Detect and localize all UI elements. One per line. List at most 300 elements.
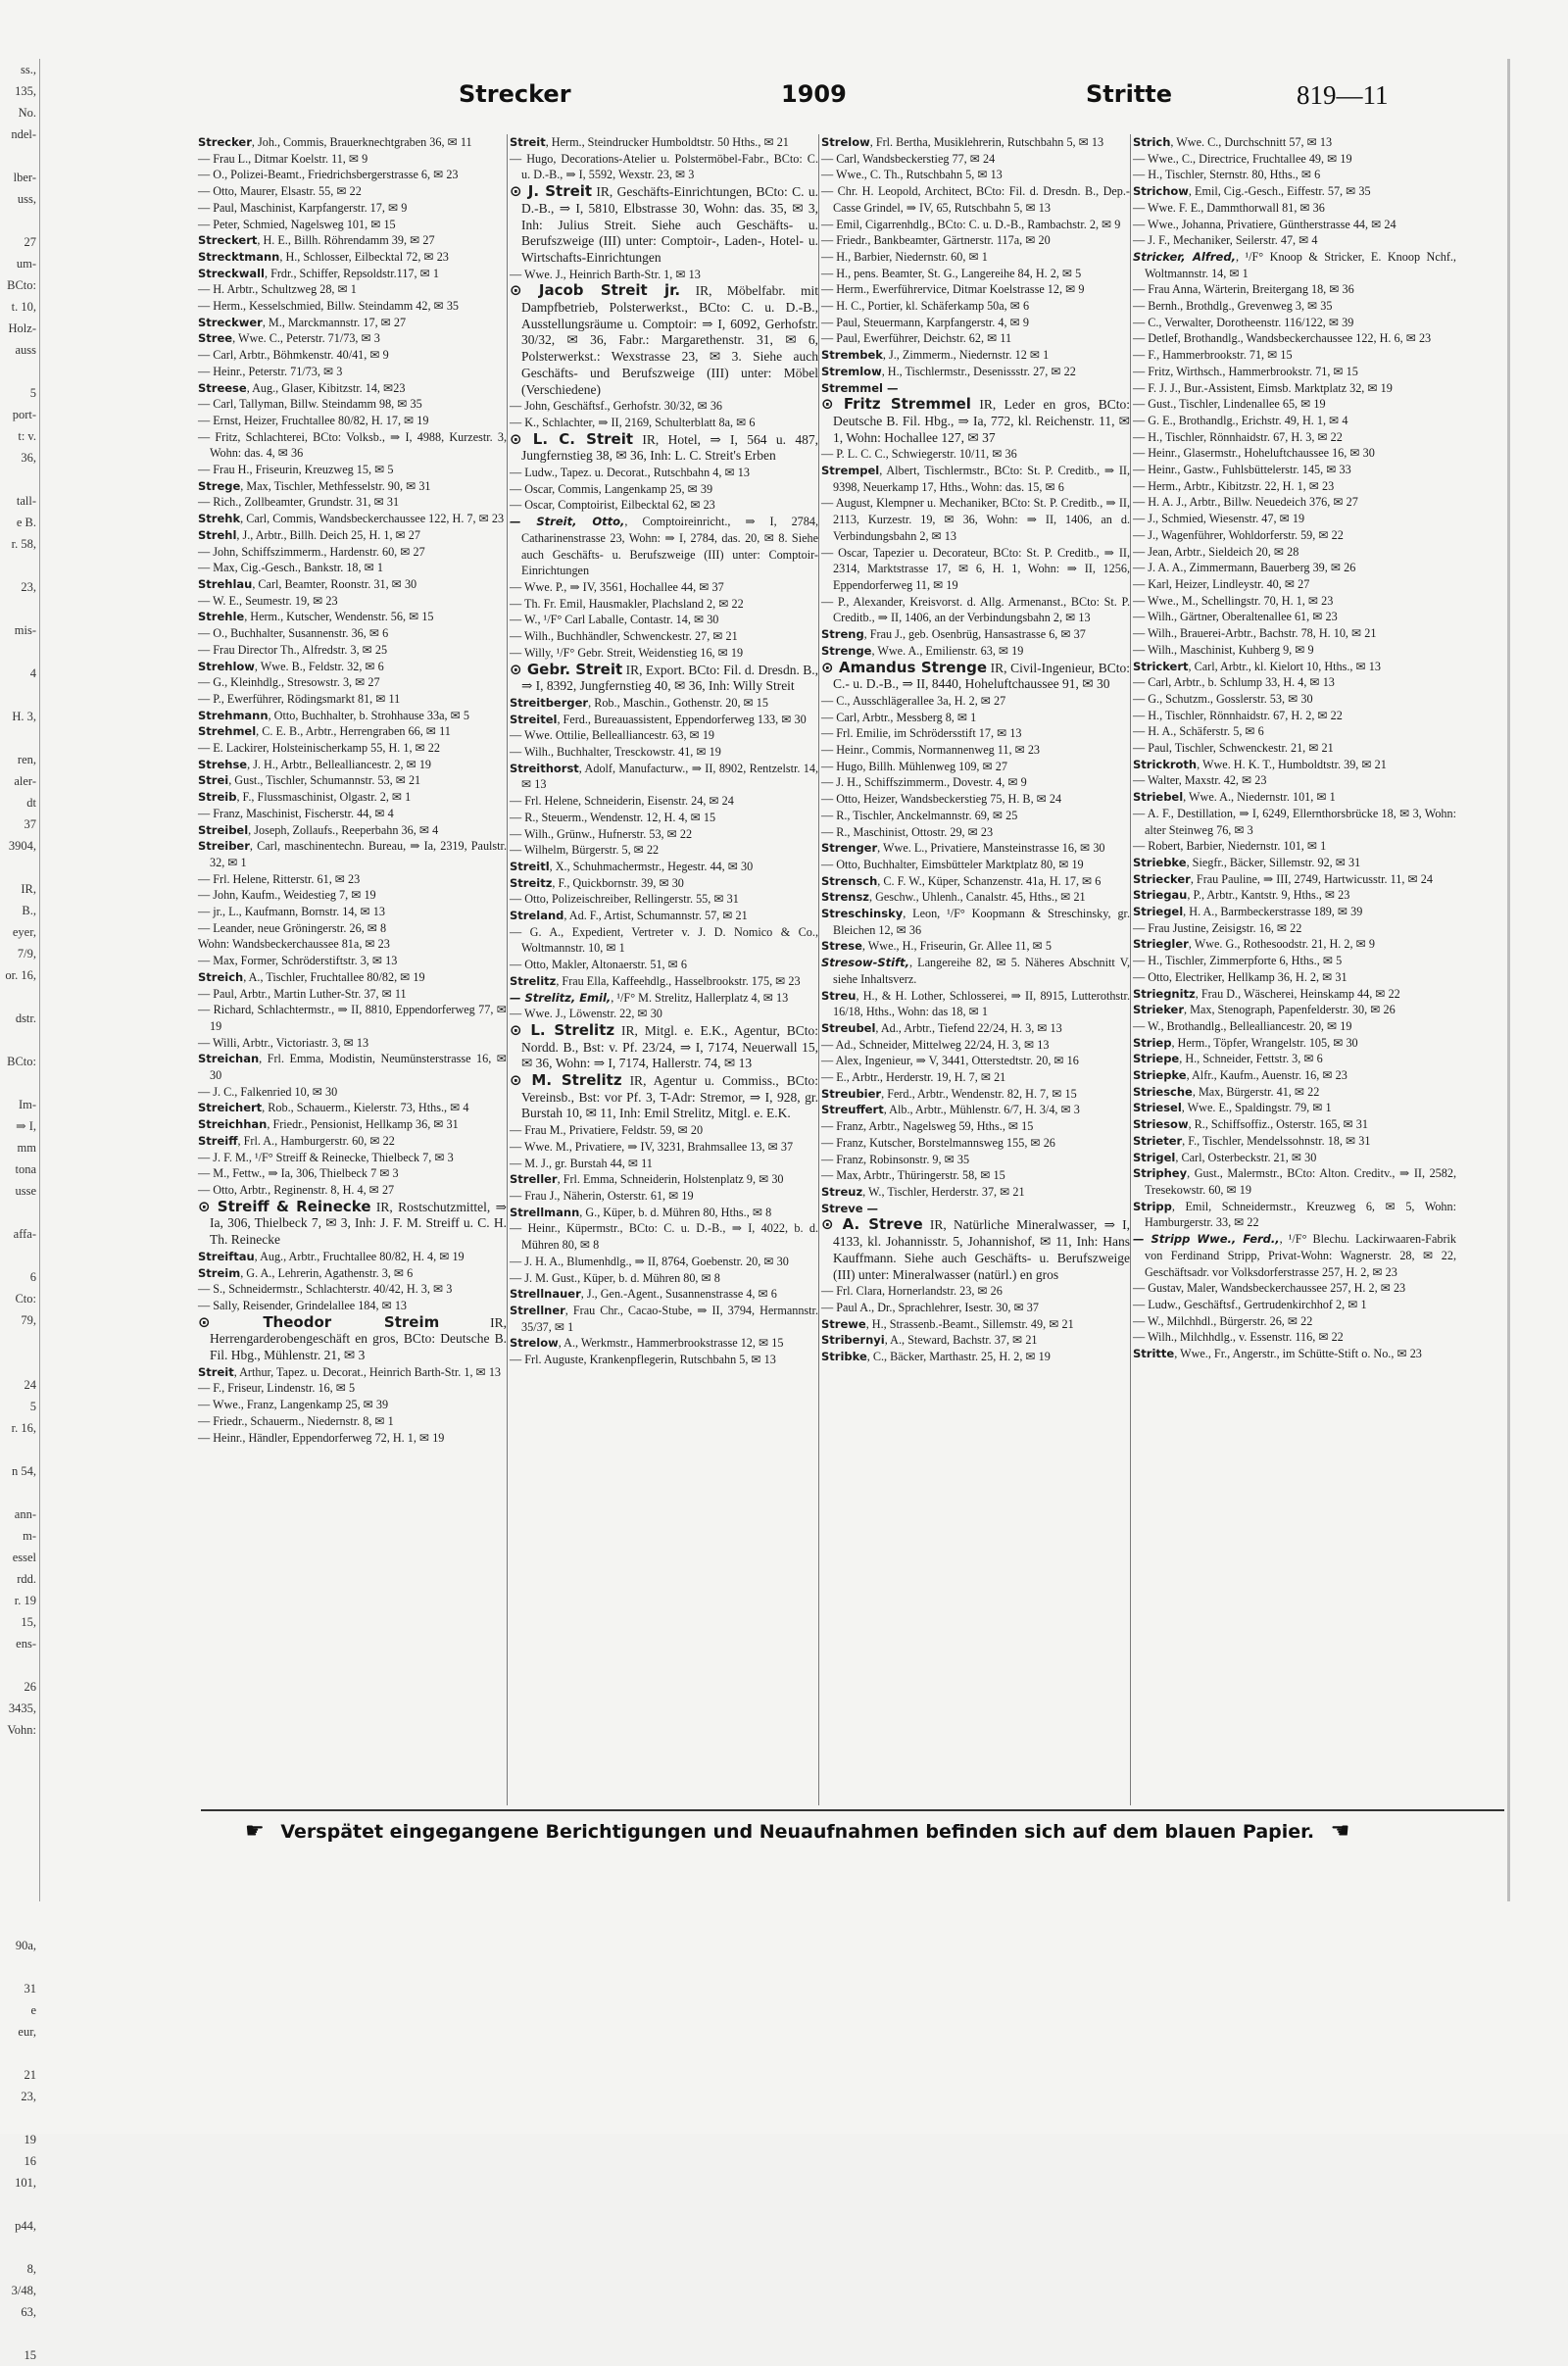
entry-details: — R., Tischler, Anckelmannstr. 69, ✉ 25	[821, 808, 1018, 822]
previous-page-fragment: dstr.	[15, 1011, 36, 1025]
entry-details: Frau Ella, Kaffeehdlg., Hasselbrookstr. 175, ✉ 23	[562, 973, 801, 988]
directory-entry	[198, 953, 507, 969]
directory-entry: Striepke, Alfr., Kaufm., Auenstr. 16, ✉ 23	[1133, 1068, 1348, 1083]
directory-entry	[198, 1281, 507, 1298]
entry-name: ⊙ A. Streve	[821, 1215, 923, 1234]
entry-details: Rob., Schauerm., Kielerstr. 73, Hths., ✉ 4	[268, 1101, 469, 1115]
entry-details: Aug., Arbtr., Fruchtallee 80/82, H. 4, ✉ 19	[260, 1249, 465, 1263]
directory-entry	[510, 628, 818, 645]
previous-page-fragment	[0, 1956, 39, 1978]
entry-details: G. A., Lehrerin, Agathenstr. 3, ✉ 6	[246, 1265, 414, 1280]
entry-details: — Alex, Ingenieur, ⇒ V, 3441, Otterstedtstr. 20, ✉ 16	[821, 1054, 1079, 1068]
entry-details: — R., Maschinist, Ottostr. 29, ✉ 23	[821, 824, 994, 839]
directory-entry	[1133, 151, 1456, 168]
entry-details: Geschw., Uhlenh., Canalstr. 45, Hths., ✉ 21	[875, 890, 1086, 905]
directory-entry	[821, 1167, 1130, 1184]
directory-entry: Strieker, Max, Stenograph, Papenfelderstr. 30, ✉ 26	[1133, 1003, 1396, 1017]
entry-name: Strickroth	[1133, 757, 1198, 771]
directory-entry	[198, 1298, 507, 1314]
entry-details: Wwe., Fr., Angerstr., im Schütte-Stift o. No., ✉ 23	[1180, 1347, 1422, 1361]
entry-name: Striesel	[1133, 1101, 1182, 1115]
entry-details: Wwe. H. K. T., Humboldtstr. 39, ✉ 21	[1202, 757, 1387, 771]
entry-details: — Carl, Arbtr., Messberg 8, ✉ 1	[821, 710, 977, 724]
previous-page-fragment: essel	[12, 1551, 36, 1564]
entry-details: H., Strassenb.-Beamt., Sillemstr. 49, ✉ 21	[871, 1316, 1074, 1331]
page-number: 819—11	[1297, 80, 1389, 110]
directory-entry	[510, 1270, 818, 1287]
entry-details: Emil, Schneidermstr., Kreuzweg 6, ✉ 5, Wohn: Hamburgerstr. 33, ✉ 22	[1145, 1199, 1457, 1230]
directory-entry	[1133, 298, 1456, 315]
directory-entry: Stritte, Wwe., Fr., Angerstr., im Schütte-Stift o. No., ✉ 23	[1133, 1347, 1422, 1361]
entry-details: P., Arbtr., Kantstr. 9, Hths., ✉ 23	[1193, 888, 1350, 903]
previous-page-fragment: 3904,	[8, 839, 36, 853]
previous-page-fragment: eur,	[18, 2025, 36, 2039]
entry-details: — H., Barbier, Niedernstr. 60, ✉ 1	[821, 249, 988, 264]
entry-details: Ad., Arbtr., Tiefend 22/24, H. 3, ✉ 13	[880, 1020, 1062, 1035]
directory-entry	[821, 1053, 1130, 1069]
entry-details: IR, Herrengarderobengeschäft en gros, BCto: Deutsche B. Fil. Hbg., Mühlenstr. 21, ✉ 3	[210, 1314, 507, 1363]
directory-entry	[1133, 167, 1456, 183]
entry-details: — G. E., Brothandlg., Erichstr. 49, H. 1, ✉ 4	[1133, 413, 1348, 427]
previous-page-fragment	[0, 1029, 39, 1051]
entry-details: Gust., Malermstr., BCto: Alton. Creditv., ⇒ II, 2582, Tresekowstr. 60, ✉ 19	[1145, 1166, 1456, 1197]
directory-entry	[510, 924, 818, 957]
entry-details: — Wilh., Gärtner, Oberaltenallee 61, ✉ 23	[1133, 610, 1338, 624]
directory-entry: Strese, Wwe., H., Friseurin, Gr. Allee 11, ✉ 5	[821, 939, 1052, 954]
directory-entry: Strecker, Joh., Commis, Brauerknechtgraben 36, ✉ 11	[198, 135, 472, 149]
pointing-hand-icon: ☚	[1330, 1819, 1350, 1844]
entry-details: A., Tischler, Fruchtallee 80/82, ✉ 19	[248, 969, 425, 984]
previous-page-fragment: B.,	[22, 904, 36, 917]
entry-details: — Frl. Auguste, Krankenpflegerin, Rutschbahn 5, ✉ 13	[510, 1353, 776, 1367]
directory-entry	[1133, 232, 1456, 249]
previous-page-fragment	[0, 1353, 39, 1374]
directory-entry	[821, 857, 1130, 873]
entry-details: H., & H. Lother, Schlosserei, ⇒ II, 8915, Lutterothstr. 16/18, Hths., Wohn: das 18, ✉ 1	[833, 988, 1130, 1019]
directory-entry	[1133, 315, 1456, 331]
entry-name: Stresow-Stift,	[821, 956, 909, 970]
entry-name: Streuz	[821, 1185, 863, 1199]
directory-entry	[198, 593, 507, 610]
entry-details: — J. H. A., Blumenhdlg., ⇒ II, 8764, Goebenstr. 20, ✉ 30	[510, 1254, 789, 1268]
entry-details: Alfr., Kaufm., Auenstr. 16, ✉ 23	[1192, 1068, 1348, 1083]
previous-page-fragment: 31	[24, 1982, 36, 1996]
directory-entry: Streib, F., Flussmaschinist, Olgastr. 2, ✉ 1	[198, 790, 412, 805]
entry-details: Wwe. A., Emilienstr. 63, ✉ 19	[877, 643, 1024, 658]
entry-details: — Oscar, Tapezier u. Decorateur, BCto: St. P. Creditb., ⇒ II, 2314, Marktstrasse 17, ✉ 6, H. 1, Wohn: ⇒ II, 1256, Eppendorferweg 11, ✉ 19	[821, 545, 1130, 592]
directory-entry	[510, 1139, 818, 1156]
previous-page-fragment: ⇒ I,	[16, 1119, 36, 1133]
directory-entry	[821, 298, 1130, 315]
entry-details: H., Tischlermstr., Desenissstr. 27, ✉ 22	[887, 364, 1076, 378]
entry-name: Streu	[821, 988, 857, 1003]
entry-details: — H. C., Portier, kl. Schäferkamp 50a, ✉ 6	[821, 299, 1030, 314]
entry-details: — W. E., Seumestr. 19, ✉ 23	[198, 593, 338, 608]
directory-entry	[198, 298, 507, 315]
directory-entry	[1133, 674, 1456, 691]
entry-details: — C., Verwalter, Dorotheenstr. 116/122, ✉ 39	[1133, 315, 1354, 329]
pointing-hand-icon: ☛	[245, 1819, 265, 1844]
entry-name: Striesche	[1133, 1084, 1193, 1099]
entry-details: — W., ¹/F° Carl Laballe, Contastr. 14, ✉ 30	[510, 613, 719, 627]
directory-entry	[510, 1188, 818, 1205]
previous-page-fragment: auss	[15, 343, 36, 357]
directory-entry: Strenge, Wwe. A., Emilienstr. 63, ✉ 19	[821, 643, 1024, 658]
entry-details: H., Schlosser, Eilbecktal 72, ✉ 23	[285, 249, 449, 264]
directory-entry	[1133, 723, 1456, 740]
entry-details: W., Tischler, Herderstr. 37, ✉ 21	[868, 1185, 1025, 1199]
entry-details: — Bernh., Brothdlg., Grevenweg 3, ✉ 35	[1133, 299, 1333, 314]
entry-details: — Gust., Tischler, Lindenallee 65, ✉ 19	[1133, 397, 1326, 412]
entry-details: — S., Schneidermstr., Schlachterstr. 40/42, H. 3, ✉ 3	[198, 1282, 453, 1297]
directory-entry	[510, 481, 818, 498]
entry-details: Albert, Tischlermstr., BCto: St. P. Creditb., ⇒ II, 9398, Neuerkamp 17, Hths., Wohn: das. 15, ✉ 6	[833, 464, 1131, 494]
previous-page-fragment: BCto:	[7, 278, 36, 292]
entry-details: Frl. Emma, Schneiderin, Holstenplatz 9, ✉ 30	[563, 1172, 784, 1187]
directory-entry	[821, 710, 1130, 726]
directory-entry: Strich, Wwe. C., Durchschnitt 57, ✉ 13	[1133, 135, 1333, 149]
entry-name: Streiftau	[198, 1249, 255, 1263]
entry-details: — Max, Cig.-Gesch., Bankstr. 18, ✉ 1	[198, 561, 383, 575]
entry-details: C. E. B., Arbtr., Herrengraben 66, ✉ 11	[262, 724, 451, 739]
directory-entry	[510, 1022, 818, 1072]
entry-name: Strenger	[821, 841, 878, 856]
directory-entry	[821, 725, 1130, 742]
entry-details: H., Schneider, Fettstr. 3, ✉ 6	[1185, 1052, 1323, 1066]
directory-entry: Striesel, Wwe. E., Spaldingstr. 79, ✉ 1	[1133, 1101, 1332, 1115]
entry-name: Streitz	[510, 875, 553, 890]
entry-details: — Frl. Emilie, im Schrödersstift 17, ✉ 13	[821, 726, 1022, 741]
directory-entry	[510, 1254, 818, 1270]
previous-page-fragment: 5	[29, 386, 36, 400]
directory-entry	[821, 1216, 1130, 1283]
entry-details: IR, Agentur u. Commiss., BCto: Vereinsb., Bst: vor Pf. 3, T-Adr: Stremor, ⇒ I, 928, gr. Burstah 10, ✉ 11, Inh: Emil Strelitz, Mitgl. e. E.K.	[521, 1073, 818, 1121]
entry-details: F., Flussmaschinist, Olgastr. 2, ✉ 1	[242, 790, 412, 805]
directory-entry	[198, 691, 507, 708]
entry-name: Strei	[198, 773, 229, 788]
entry-details: Langereihe 82, ✉ 5. Näheres Abschnitt V, siehe Inhaltsverz.	[833, 956, 1130, 986]
entry-details: — C., Ausschlägerallee 3a, H. 2, ✉ 27	[821, 693, 1006, 708]
entry-details: ¹/F° Knoop & Stricker, E. Knoop Nchf., Woltmannstr. 14, ✉ 1	[1145, 249, 1456, 280]
entry-name: ⊙ Theodor Streim	[198, 1312, 440, 1331]
entry-details: — Paul, Ewerführer, Deichstr. 62, ✉ 11	[821, 331, 1012, 346]
entry-details: — Herm., Kesselschmied, Billw. Steindamm 42, ✉ 35	[198, 299, 460, 314]
directory-entry: Strei, Gust., Tischler, Schumannstr. 53, ✉ 21	[198, 773, 421, 788]
previous-page-fragment	[0, 1202, 39, 1223]
entry-name: Strege	[198, 478, 241, 493]
entry-details: Frl. Emma, Modistin, Neumünsterstrasse 16, ✉ 30	[210, 1052, 507, 1083]
entry-details: — W., Milchhdl., Bürgerstr. 26, ✉ 22	[1133, 1313, 1313, 1328]
entry-details: — Otto, Buchhalter, Eimsbütteler Marktplatz 80, ✉ 19	[821, 857, 1084, 871]
header-year: 1909	[781, 80, 847, 108]
previous-page-fragment: 23,	[21, 580, 36, 594]
directory-entry: Streng, Frau J., geb. Osenbrüg, Hansastrasse 6, ✉ 37	[821, 627, 1086, 642]
previous-page-fragment	[0, 598, 39, 619]
entry-name: ⊙ L. Strelitz	[510, 1020, 615, 1039]
entry-details: — Carl, Tallyman, Billw. Steindamm 98, ✉ 35	[198, 397, 422, 412]
directory-entry: Streese, Aug., Glaser, Kibitzstr. 14, ✉23	[198, 380, 406, 395]
entry-name: ⊙ Amandus Strenge	[821, 658, 987, 676]
directory-entry: Streithorst, Adolf, Manufacturw., ⇒ II, 8902, Rentzelstr. 14, ✉ 13	[510, 761, 819, 792]
previous-page-fragment: 15	[24, 2348, 36, 2362]
entry-name: Streich	[198, 969, 244, 984]
entry-details: C., Bäcker, Marthastr. 25, H. 2, ✉ 19	[872, 1350, 1051, 1364]
entry-details: Frau Pauline, ⇒ III, 2749, Hartwicusstr. 11, ✉ 24	[1196, 871, 1433, 886]
entry-name: Streitberger	[510, 695, 589, 710]
entry-name: Streithorst	[510, 761, 579, 775]
entry-details: — Heinr., Händler, Eppendorferweg 72, H. 1, ✉ 19	[198, 1430, 445, 1445]
previous-page-fragment: 26	[24, 1680, 36, 1694]
previous-page-fragment: m-	[23, 1529, 36, 1543]
directory-entry	[1133, 560, 1456, 576]
entry-details: — Frl. Helene, Ritterstr. 61, ✉ 23	[198, 871, 361, 886]
entry-details: — Sally, Reisender, Grindelallee 184, ✉ 13	[198, 1298, 408, 1312]
entry-details: — Wwe., M., Schellingstr. 70, H. 1, ✉ 23	[1133, 593, 1334, 608]
directory-entry: Strehlau, Carl, Beamter, Roonstr. 31, ✉ 30	[198, 576, 417, 591]
directory-entry: Striegnitz, Frau D., Wäscherei, Heinskamp 44, ✉ 22	[1133, 986, 1400, 1001]
entry-details: IR, Mitgl. e. E.K., Agentur, BCto: Nordd. B., Bst: v. Pf. 23/24, ⇒ I, 7174, Neuerwall 15, ✉ 36, Wohn: ⇒ I, 7174, Hallerstr. 74, ✉ 13	[521, 1022, 819, 1071]
header-last-entry: Stritte	[1086, 80, 1173, 108]
directory-entry: Stree, Wwe. C., Peterstr. 71/73, ✉ 3	[198, 331, 380, 346]
previous-page-fragment: r. 58,	[11, 537, 36, 551]
directory-entry: Strensch, C. F. W., Küper, Schanzenstr. 41a, H. 17, ✉ 6	[821, 873, 1102, 888]
entry-details: — J., Wagenführer, Wohldorferstr. 59, ✉ 22	[1133, 527, 1344, 542]
directory-entry: Streckert, H. E., Billh. Röhrendamm 39, ✉ 27	[198, 233, 435, 248]
directory-entry	[198, 642, 507, 659]
previous-page-fragment	[0, 145, 39, 167]
directory-entry	[510, 662, 818, 695]
entry-details: — H., Tischler, Zimmerpforte 6, Hths., ✉ 5	[1133, 954, 1343, 968]
directory-entry	[821, 774, 1130, 791]
directory-entry	[1133, 200, 1456, 217]
directory-entry	[821, 1069, 1130, 1086]
directory-entry: Strehl, J., Arbtr., Billh. Deich 25, H. 1, ✉ 27	[198, 527, 420, 542]
directory-entry	[510, 810, 818, 826]
entry-details: — Otto, Electriker, Hellkamp 36, H. 2, ✉ 31	[1133, 969, 1348, 984]
directory-entry: Strellmann, G., Küper, b. d. Mühren 80, Hths., ✉ 8	[510, 1205, 772, 1219]
previous-page-fragment: usse	[15, 1184, 36, 1198]
entry-details: — K., Schlachter, ⇒ II, 2169, Schulterblatt 8a, ✉ 6	[510, 415, 756, 429]
entry-details: — Otto, Arbtr., Reginenstr. 8, H. 4, ✉ 27	[198, 1183, 395, 1197]
footer-notice	[235, 1819, 1480, 1848]
entry-details: — Otto, Makler, Altonaerstr. 51, ✉ 6	[510, 958, 688, 972]
entry-details: — Max, Arbtr., Thüringerstr. 58, ✉ 15	[821, 1168, 1005, 1183]
directory-entry	[1133, 380, 1456, 397]
entry-details: — Wwe., C. Th., Rutschbahn 5, ✉ 13	[821, 168, 1003, 182]
directory-entry	[198, 806, 507, 822]
entry-details: — Paul A., Dr., Sprachlehrer, Isestr. 30, ✉ 37	[821, 1300, 1039, 1314]
entry-name: Streuffert	[821, 1103, 884, 1117]
entry-name: Streland	[510, 909, 564, 923]
entry-details: — Oscar, Comptoirist, Eilbecktal 62, ✉ 23	[510, 498, 715, 513]
entry-details: — Ernst, Heizer, Fruchtallee 80/82, H. 17, ✉ 19	[198, 413, 429, 427]
directory-entry	[510, 183, 818, 267]
directory-entry: Striebke, Siegfr., Bäcker, Sillemstr. 92, ✉ 31	[1133, 855, 1361, 869]
directory-entry: Streuffert, Alb., Arbtr., Mühlenstr. 6/7, H. 3/4, ✉ 3	[821, 1103, 1080, 1117]
previous-page-fragment: t: v.	[18, 429, 36, 443]
directory-entry	[821, 742, 1130, 759]
column-divider	[507, 134, 508, 1805]
entry-details: — Chr. H. Leopold, Architect, BCto: Fil. d. Dresdn. B., Dep.-Casse Grindel, ⇒ IV, 65, Rutschbahn 5, ✉ 13	[821, 184, 1130, 215]
directory-entry: Striecker, Frau Pauline, ⇒ III, 2749, Hartwicusstr. 11, ✉ 24	[1133, 871, 1433, 886]
entry-name: Streckwall	[198, 266, 265, 280]
directory-entry: Streubier, Ferd., Arbtr., Wendenstr. 82, H. 7, ✉ 15	[821, 1086, 1077, 1101]
previous-page-fragment	[0, 1762, 39, 1784]
directory-entry	[198, 429, 507, 462]
directory-entry: Streitz, F., Quickbornstr. 39, ✉ 30	[510, 875, 684, 890]
entry-details: — Wilhelm, Bürgerstr. 5, ✉ 22	[510, 843, 660, 858]
directory-entry: Striegel, H. A., Barmbeckerstrasse 189, ✉ 39	[1133, 905, 1363, 919]
previous-page-fragment: t. 10,	[11, 300, 36, 314]
directory-entry	[198, 920, 507, 937]
previous-page-fragment: Im-	[18, 1098, 36, 1111]
directory-entry	[198, 1165, 507, 1182]
previous-page-fragment: 37	[24, 817, 36, 831]
entry-details: — Franz, Robinsonstr. 9, ✉ 35	[821, 1152, 970, 1166]
directory-entry	[510, 267, 818, 283]
directory-entry: Stripp, Emil, Schneidermstr., Kreuzweg 6, ✉ 5, Wohn: Hamburgerstr. 33, ✉ 22	[1133, 1199, 1457, 1230]
entry-name: ⊙ L. C. Streit	[510, 429, 634, 448]
entry-name: Strigel	[1133, 1150, 1176, 1164]
previous-page-fragment: tona	[15, 1162, 36, 1176]
directory-columns	[198, 134, 1511, 1805]
directory-entry	[198, 1002, 507, 1034]
entry-details: Frl. Bertha, Musiklehrerin, Rutschbahn 5, ✉ 13	[875, 135, 1104, 149]
directory-entry	[1133, 920, 1456, 937]
entry-details: — J. H., Schiffszimmerm., Dovestr. 4, ✉ 9	[821, 775, 1027, 790]
directory-entry	[1133, 511, 1456, 527]
directory-entry: Streibel, Joseph, Zollaufs., Reeperbahn 36, ✉ 4	[198, 822, 439, 837]
entry-name: Stritte	[1133, 1347, 1175, 1361]
entry-details: Siegfr., Bäcker, Sillemstr. 92, ✉ 31	[1192, 855, 1361, 869]
directory-entry	[198, 462, 507, 478]
entry-name: Strese	[821, 939, 862, 954]
directory-entry	[821, 151, 1130, 168]
previous-page-fragment: mm	[17, 1141, 36, 1155]
directory-entry	[198, 887, 507, 904]
entry-details: IR, Hotel, ⇒ I, 564 u. 487, Jungfernstieg 38, ✉ 36, Inh: L. C. Streit's Erben	[521, 431, 819, 464]
directory-entry	[198, 183, 507, 200]
entry-details: — Wwe. M., Privatiere, ⇒ IV, 3231, Brahmsallee 13, ✉ 37	[510, 1139, 794, 1154]
entry-details: — John, Geschäftsf., Gerhofstr. 30/32, ✉ 36	[510, 399, 723, 414]
entry-name: Streit	[510, 135, 546, 149]
entry-details: — F., Friseur, Lindenstr. 16, ✉ 5	[198, 1381, 356, 1396]
entry-details: — Leander, neue Gröningerstr. 26, ✉ 8	[198, 920, 387, 935]
directory-entry	[1133, 969, 1456, 986]
directory-entry	[1133, 544, 1456, 561]
previous-page-fragment	[0, 2193, 39, 2215]
directory-entry	[1133, 593, 1456, 610]
column-2	[510, 134, 818, 1805]
entry-details: Max, Stenograph, Papenfelderstr. 30, ✉ 26	[1190, 1003, 1396, 1017]
entry-details: Wwe. A., Niedernstr. 101, ✉ 1	[1189, 790, 1336, 805]
entry-details: — H. A., Schäferstr. 5, ✉ 6	[1133, 724, 1264, 739]
entry-details: — Th. Fr. Emil, Hausmakler, Plachsland 2, ✉ 22	[510, 596, 744, 611]
entry-name: Strellmann	[510, 1205, 580, 1219]
entry-details: — Wwe., Franz, Langenkamp 25, ✉ 39	[198, 1398, 389, 1412]
directory-entry	[821, 1152, 1130, 1168]
entry-details: Carl, Arbtr., kl. Kielort 10, Hths., ✉ 13	[1194, 659, 1381, 673]
entry-details: — Frl. Clara, Hornerlandstr. 23, ✉ 26	[821, 1284, 1003, 1299]
previous-page-fragment: e B.	[16, 516, 36, 529]
directory-entry	[198, 1397, 507, 1413]
entry-name: Striegel	[1133, 905, 1184, 919]
entry-details: R., Schiffsoffiz., Osterstr. 165, ✉ 31	[1194, 1117, 1368, 1132]
directory-entry: Strellner, Frau Chr., Cacao-Stube, ⇒ II, 3794, Hermannstr. 35/37, ✉ 1	[510, 1303, 818, 1334]
entry-details: — Frau H., Friseurin, Kreuzweg 15, ✉ 5	[198, 463, 394, 477]
previous-page-fragment	[0, 210, 39, 231]
entry-name: Strehk	[198, 512, 241, 526]
previous-page-fragment: port-	[12, 408, 36, 421]
entry-details: Carl, maschinentechn. Bureau, ⇒ Ia, 2319, Paulstr. 32, ✉ 1	[210, 839, 507, 869]
directory-entry: Streiff, Frl. A., Hamburgerstr. 60, ✉ 22	[198, 1133, 395, 1148]
previous-page-fragment	[0, 727, 39, 749]
directory-entry	[198, 1314, 507, 1364]
directory-entry	[198, 986, 507, 1003]
entry-details: — O., Buchhalter, Susannenstr. 36, ✉ 6	[198, 626, 389, 641]
entry-details: — Heinr., Commis, Normannenweg 11, ✉ 23	[821, 743, 1041, 758]
directory-entry: Stribernyi, A., Steward, Bachstr. 37, ✉ 21	[821, 1333, 1038, 1348]
entry-name: Strensch	[821, 873, 878, 888]
directory-entry	[510, 957, 818, 973]
entry-details: J., Zimmerm., Niedernstr. 12 ✉ 1	[889, 348, 1050, 363]
previous-page-fragment: 15,	[21, 1615, 36, 1629]
previous-page-fragment	[0, 1439, 39, 1460]
directory-entry	[510, 1122, 818, 1139]
directory-entry	[198, 1380, 507, 1397]
entry-details: Emil, Cig.-Gesch., Eiffestr. 57, ✉ 35	[1195, 184, 1371, 199]
column-divider	[818, 134, 819, 1805]
entry-name: Strieker	[1133, 1003, 1185, 1017]
entry-details: — Willy, ¹/F° Gebr. Streit, Weidenstieg 16, ✉ 19	[510, 645, 744, 660]
directory-entry	[198, 871, 507, 888]
previous-page-fragment	[0, 2043, 39, 2064]
entry-name: Striep	[1133, 1035, 1172, 1050]
entry-details: — P., Ewerführer, Rödingsmarkt 81, ✉ 11	[198, 691, 401, 706]
entry-details: — Wwe. P., ⇒ IV, 3561, Hochallee 44, ✉ 37	[510, 579, 724, 594]
entry-details: — E., Arbtr., Herderstr. 19, H. 7, ✉ 21	[821, 1070, 1006, 1085]
directory-entry	[198, 625, 507, 642]
directory-entry: Streiftau, Aug., Arbtr., Fruchtallee 80/82, H. 4, ✉ 19	[198, 1249, 465, 1263]
previous-page-fragment: 19	[24, 2133, 36, 2146]
entry-name: Striegler	[1133, 937, 1189, 952]
directory-entry: — Streit, Otto,, Comptoireinricht., ⇒ I, 2784, Catharinenstrasse 23, Wohn: ⇒ I, 2784, das. 20, ✉ 8. Siehe auch Geschäfts- u. Berufszweige (III) unter: Comptoir-Einrichtungen	[510, 515, 819, 578]
entry-name: Streiber	[198, 839, 250, 854]
entry-details: — Paul, Arbtr., Martin Luther-Str. 37, ✉ 11	[198, 986, 407, 1001]
directory-entry	[1133, 1297, 1456, 1313]
directory-entry	[510, 1072, 818, 1122]
directory-entry	[821, 759, 1130, 775]
previous-page-fragment: 135,	[15, 84, 36, 98]
previous-page-fragment: r. 16,	[11, 1421, 36, 1435]
directory-entry	[510, 1220, 818, 1253]
directory-entry	[198, 167, 507, 183]
entry-name: Streichhan	[198, 1117, 268, 1132]
entry-name: Streit	[198, 1364, 234, 1379]
entry-details: J., Gen.-Agent., Susannenstrasse 4, ✉ 6	[586, 1287, 777, 1302]
previous-page-fragment: 27	[24, 235, 36, 249]
entry-details: — J. M. Gust., Küper, b. d. Mühren 80, ✉ 8	[510, 1270, 720, 1285]
entry-details: — Wwe. Ottilie, Bellealliancestr. 63, ✉ 19	[510, 728, 715, 743]
previous-page-fragment: aler-	[14, 774, 36, 788]
entry-name: Strehmel	[198, 724, 257, 739]
directory-entry: — Strelitz, Emil,, ¹/F° M. Strelitz, Hallerplatz 4, ✉ 13	[510, 990, 789, 1005]
directory-entry	[1133, 413, 1456, 429]
entry-details: Max, Bürgerstr. 41, ✉ 22	[1198, 1084, 1320, 1099]
previous-page-fragment	[0, 1784, 39, 1805]
entry-details: H. E., Billh. Röhrendamm 39, ✉ 27	[263, 233, 435, 248]
entry-name: Streichert	[198, 1101, 263, 1115]
